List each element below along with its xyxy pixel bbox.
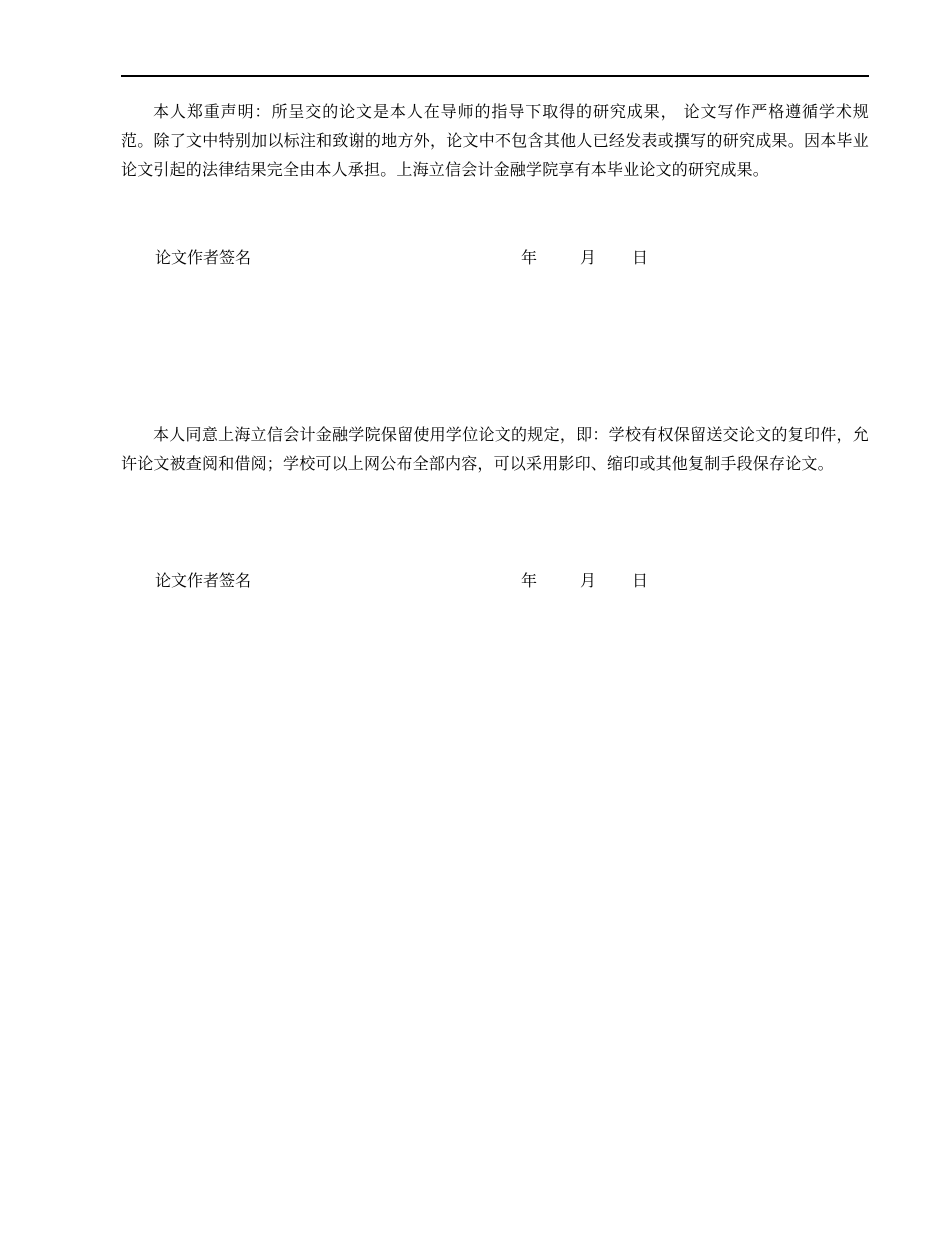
date-day-label: 日 [632,248,649,267]
header-rule [121,75,869,77]
authorization-statement: 本人同意上海立信会计金融学院保留使用学位论文的规定，即：学校有权保留送交论文的复印件，允许论文被查阅和借阅；学校可以上网公布全部内容，可以采用影印、缩印或其他复制手段保存论文。 [121,425,869,473]
date-day-label: 日 [632,571,649,590]
signature-label: 论文作者签名 [155,571,252,590]
date-month-label: 月 [580,571,597,590]
date-month-label: 月 [580,248,597,267]
signature-line-authorization [0,569,950,593]
date-year-label: 年 [521,571,538,590]
signature-label: 论文作者签名 [155,248,252,267]
date-year-label: 年 [521,248,538,267]
signature-line-originality [0,246,950,270]
originality-statement: 本人郑重声明：所呈交的论文是本人在导师的指导下取得的研究成果， 论文写作严格遵循学术规范。除了文中特别加以标注和致谢的地方外，论文中不包含其他人已经发表或撰写的研究成果。因本毕业论文引起的法律结果完全由本人承担。上海立信会计金融学院享有本毕业论文的研究成果。 [121,102,869,179]
